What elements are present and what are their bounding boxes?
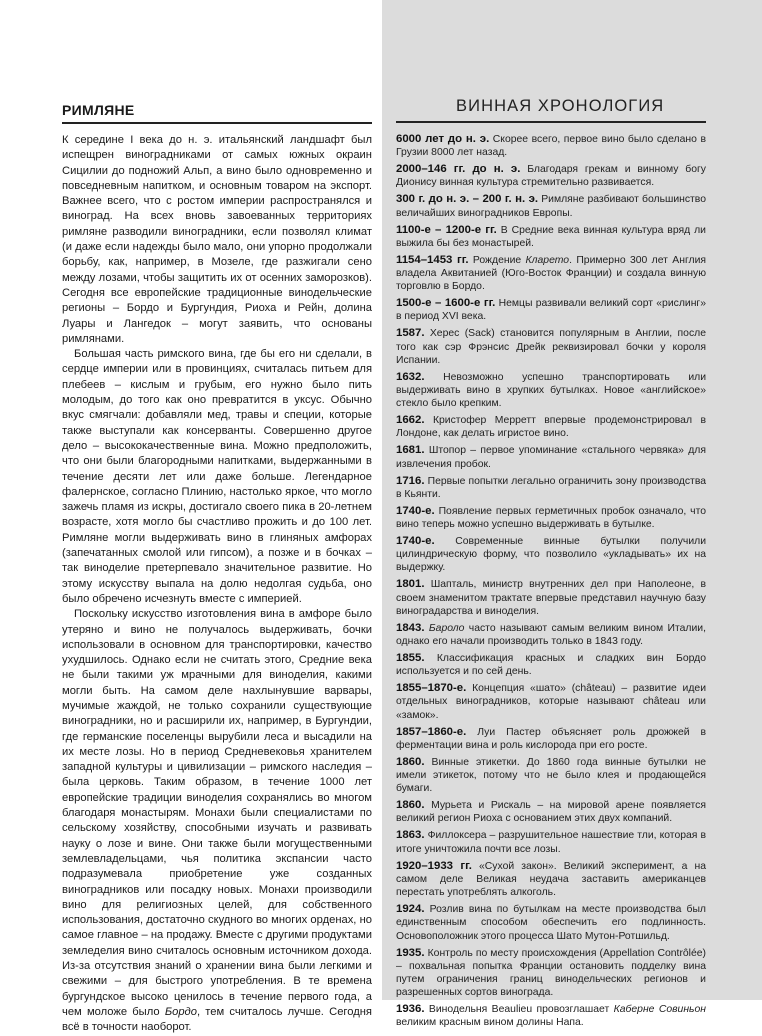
timeline-date: 6000 лет до н. э. <box>396 133 490 145</box>
timeline-text: Розлив вина по бутылкам на месте производства был единственным способом обеспечить его подлинность. Основоположник этого процесса Шато Мутон-Ротшильд. <box>396 904 706 942</box>
timeline-entry <box>396 726 706 752</box>
timeline-entry <box>396 414 706 440</box>
timeline-text: Винные этикетки. До 1860 года винные бутылки не имели этикеток, потому что не было клея и продающейся бумаги. <box>396 756 706 795</box>
timeline-date: 1860. <box>396 755 425 768</box>
timeline-date: 1855. <box>396 652 425 665</box>
timeline-text: Первые попытки легально ограничить зону производства в Кьянти. <box>396 475 707 500</box>
timeline-entry <box>396 799 706 825</box>
timeline-text: Невозможно успешно транспортировать или выдерживать вино в хрупких бутылках. Новое «английское» стекло было крепким. <box>396 371 707 410</box>
italic-text: Бордо <box>164 1005 197 1018</box>
timeline-entry <box>396 475 706 501</box>
article-paragraph <box>62 607 372 1035</box>
timeline-text: Филлоксера – разрушительное нашествие тли, которая в итоге уничтожила почти все лозы. <box>396 830 706 855</box>
timeline-text: Контроль по месту происхождения (Appellation Contrôlée) – похвальная попытка Франции остановить подделку вина путем ограничения границ винодельческих регионов и разрешенных сортов винограда. <box>396 947 707 999</box>
timeline-entry <box>396 327 706 367</box>
timeline-text: Немцы развивали великий сорт «рислинг» в период XVI века. <box>396 298 706 323</box>
timeline-text: Луи Пастер объясняет роль дрожжей в ферментации вина и роль кислорода при его росте. <box>396 726 706 751</box>
timeline-date: 1801. <box>396 578 425 591</box>
timeline-italic-text: Бароло <box>428 622 465 634</box>
timeline-text: Классификация красных и сладких вин Бордо используется и по сей день. <box>396 653 706 678</box>
timeline-date: 2000–146 гг. до н. э. <box>396 163 521 176</box>
timeline-text: Современные винные бутылки получили цилиндрическую форму, что позволило «укладывать» их на выдержку. <box>396 536 706 574</box>
article-body <box>62 133 372 1036</box>
timeline-date: 1924. <box>396 903 425 916</box>
timeline-entry <box>396 578 706 618</box>
wine-timeline-sidebar <box>396 97 706 1033</box>
timeline-date: 1662. <box>396 414 425 427</box>
timeline-entry <box>396 829 706 855</box>
timeline-date: 1855–1870-е. <box>396 682 467 695</box>
timeline-entry <box>396 1003 706 1029</box>
timeline-entry <box>396 903 706 943</box>
timeline-entry <box>396 371 706 411</box>
timeline-text: часто называют самым великим вином Италии, однако его начали производить только в 1843 году. <box>396 622 706 648</box>
timeline-text: Штопор – первое упоминание «стального червяка» для извлечения пробок. <box>396 445 707 470</box>
timeline-text: В Средние века винная культура вряд ли выжила бы без монастырей. <box>396 224 706 249</box>
timeline-heading: ВИННАЯ ХРОНОЛОГИЯ <box>396 97 706 123</box>
timeline-text: Шапталь, министр внутренних дел при Наполеоне, в своем знаменитом трактате впервые представил научную базу виноградарства и виноделия. <box>396 579 706 617</box>
timeline-entry <box>396 444 706 470</box>
timeline-date: 1863. <box>396 829 425 842</box>
timeline-date: 1681. <box>396 444 425 457</box>
timeline-date: 1920–1933 гг. <box>396 859 472 872</box>
timeline-italic-text: Каберне Совиньон <box>613 1004 707 1016</box>
timeline-date: 1154–1453 гг. <box>396 253 469 266</box>
timeline-text: «Сухой закон». Великий эксперимент, а на самом деле Великая неудача заставить американцев перестать употреблять алкоголь. <box>396 860 706 899</box>
timeline-entry <box>396 254 706 294</box>
timeline-date: 1740-е. <box>396 535 435 548</box>
timeline-text: Винодельня Beaulieu провозглашает <box>428 1004 614 1016</box>
paragraph-text: К середине I века до н. э. итальянский ландшафт был испещрен виноградниками от самых южных окраин Сицилии до подножий Альп, а вино было одновременно и повседневным напитком, и основным товаром на экспорт. Важнее всего, что с ростом империи распространялся и виноград. На всех вновь завоеванных территориях римляне разводили виноградники, если позволял климат (и даже если надежды было мало, они упорно продолжали борьбу, как, например, в Мозеле, где разжигали сено между лозами, чтобы защитить их от осенних заморозков). Сегодня все европейские традиционные винодельческие регионы – Бордо и Бургундия, Риоха и Рейн, долина Луары и Лангедок – могут заявить, что основаны римлянами. <box>62 134 372 345</box>
timeline-date: 1500-е – 1600-е гг. <box>396 297 496 310</box>
timeline-text: Появление первых герметичных пробок означало, что вино теперь можно успешно выдерживать в бутылке. <box>396 505 707 531</box>
timeline-entry <box>396 224 706 250</box>
timeline-text: Римляне разбивают большинство величайших виноградников Европы. <box>396 194 706 219</box>
timeline-entry <box>396 193 706 219</box>
timeline-date: 1860. <box>396 799 425 812</box>
timeline-italic-text: Кларето <box>525 254 570 266</box>
paragraph-text: , тем считалось лучше. Сегодня всё в точности наоборот. <box>62 1005 372 1034</box>
timeline-text: великим красным вином долины Напа. <box>396 1017 584 1029</box>
timeline-text: . Примерно 300 лет Англия владела Аквитанией (Юго-Восток Франции) и создала винную торговлю в Бордо. <box>396 254 707 293</box>
timeline-text: Мурьета и Рискаль – на мировой арене появляется великий регион Риоха с основанием этих двух компаний. <box>396 800 706 825</box>
timeline-entry <box>396 860 706 900</box>
section-heading: РИМЛЯНЕ <box>62 102 372 124</box>
timeline-entry <box>396 505 706 531</box>
timeline-entry <box>396 163 706 189</box>
timeline-date: 300 г. до н. э. – 200 г. н. э. <box>396 193 539 206</box>
timeline-entry <box>396 947 706 1000</box>
timeline-date: 1632. <box>396 370 425 383</box>
timeline-text: Кристофер Мерретт впервые продемонстрировал в Лондоне, как делать игристое вино. <box>396 415 706 440</box>
timeline-text: Концепция «шато» (château) – развитие идеи отдельных виноградников, которые называют château или «замок». <box>396 683 706 721</box>
timeline-text: Скорее всего, первое вино было сделано в Грузии 8000 лет назад. <box>396 134 706 159</box>
timeline-date: 1587. <box>396 327 425 340</box>
timeline-date: 1935. <box>396 946 425 959</box>
timeline-text: Благодаря грекам и винному богу Дионису винная культура стремительно развивается. <box>396 164 706 189</box>
timeline-date: 1843. <box>396 621 425 634</box>
timeline-date: 1100-е – 1200-е гг. <box>396 223 497 236</box>
timeline-date: 1936. <box>396 1003 425 1016</box>
timeline-entry <box>396 297 706 323</box>
article-paragraph <box>62 133 372 347</box>
timeline-entry <box>396 535 706 575</box>
timeline-entry <box>396 133 706 159</box>
timeline-entry <box>396 756 706 796</box>
timeline-date: 1716. <box>396 474 425 487</box>
paragraph-text: Большая часть римского вина, где бы его ни сделали, в сердце империи или в провинциях, считалась питьем для плебеев – кислым и грубым, его нужно было пить молодым, до того как оно превратится в уксус. Обычно вкус смягчали: добавляли мед, травы и специи, которые также выступали как консерванты. Совершенно другое дело – высококачественные вина. Можно предположить, что они были благородными напитками, выдержанными в течение десяти лет или даже больше. Легендарное фалернское, согласно Плинию, настолько яркое, что могло зажечь пламя из искры, достигало своего пика в 20-летнем возрасте, хотя могло бы счастливо прожить и до 100 лет. Римляне могли выдерживать вино в глиняных амфорах (запечатанных смолой или гипсом), а позже и в бочках – так виноделие претерпевало значительное развитие. Но этому искусству выпала на долю недолгая судьба, оно было обречено исчезнуть вместе с империей. <box>62 348 372 605</box>
timeline-text: Рождение <box>472 254 526 266</box>
timeline-date: 1857–1860-е. <box>396 725 467 738</box>
main-article <box>62 102 372 1036</box>
paragraph-text: Поскольку искусство изготовления вина в амфоре было утеряно и вино не получалось выдерживать, бочки использовали в основном для транспортировки, качество ухудшилось. Однако если не считать этого, Средние века не были такими уж мрачными для виноделия, какими могли быть. На самом деле нахлынувшие варвары, мучимые жаждой, не только сохранили существующие виноградники, но и расширили их, например, в Бургундии, где германские поселенцы вырубили леса и высадили на их месте лозы. Но в период Средневековья хранителем западной культуры и цивилизации – римского наследия – была церковь. Таким образом, в течение 1000 лет европейские традиции виноделия сохранялись во многом благодаря монастырям. Монахи были специалистами по сельскому хозяйству, способными изучать и развивать науку о лозе и вине. Они также были могущественными землевладельцами, чья политика экспансии часто подразумевала приобретение уже созданных виноградников или посадку новых. Монахи производили вино для религиозных целей, для собственного использования, достаточно скудного во многих орденах, но самое главное – на продажу. Вместе с другими продуктами земледелия вино считалось основным источником дохода. Из-за отсутствия знаний о хранении вина были легкими и свежими – для быстрого употребления. В те времена бургундское высоко ценилось в течение первого года, а чем моложе было <box>62 608 372 1018</box>
article-paragraph <box>62 347 372 607</box>
timeline-entry <box>396 622 706 648</box>
timeline-list <box>396 133 706 1030</box>
timeline-entry <box>396 652 706 678</box>
timeline-entry <box>396 682 706 722</box>
timeline-date: 1740-е. <box>396 504 435 517</box>
timeline-text: Херес (Sack) становится популярным в Англии, после того как сэр Фрэнсис Дрейк реквизировал бочки у короля Испании. <box>396 328 706 366</box>
